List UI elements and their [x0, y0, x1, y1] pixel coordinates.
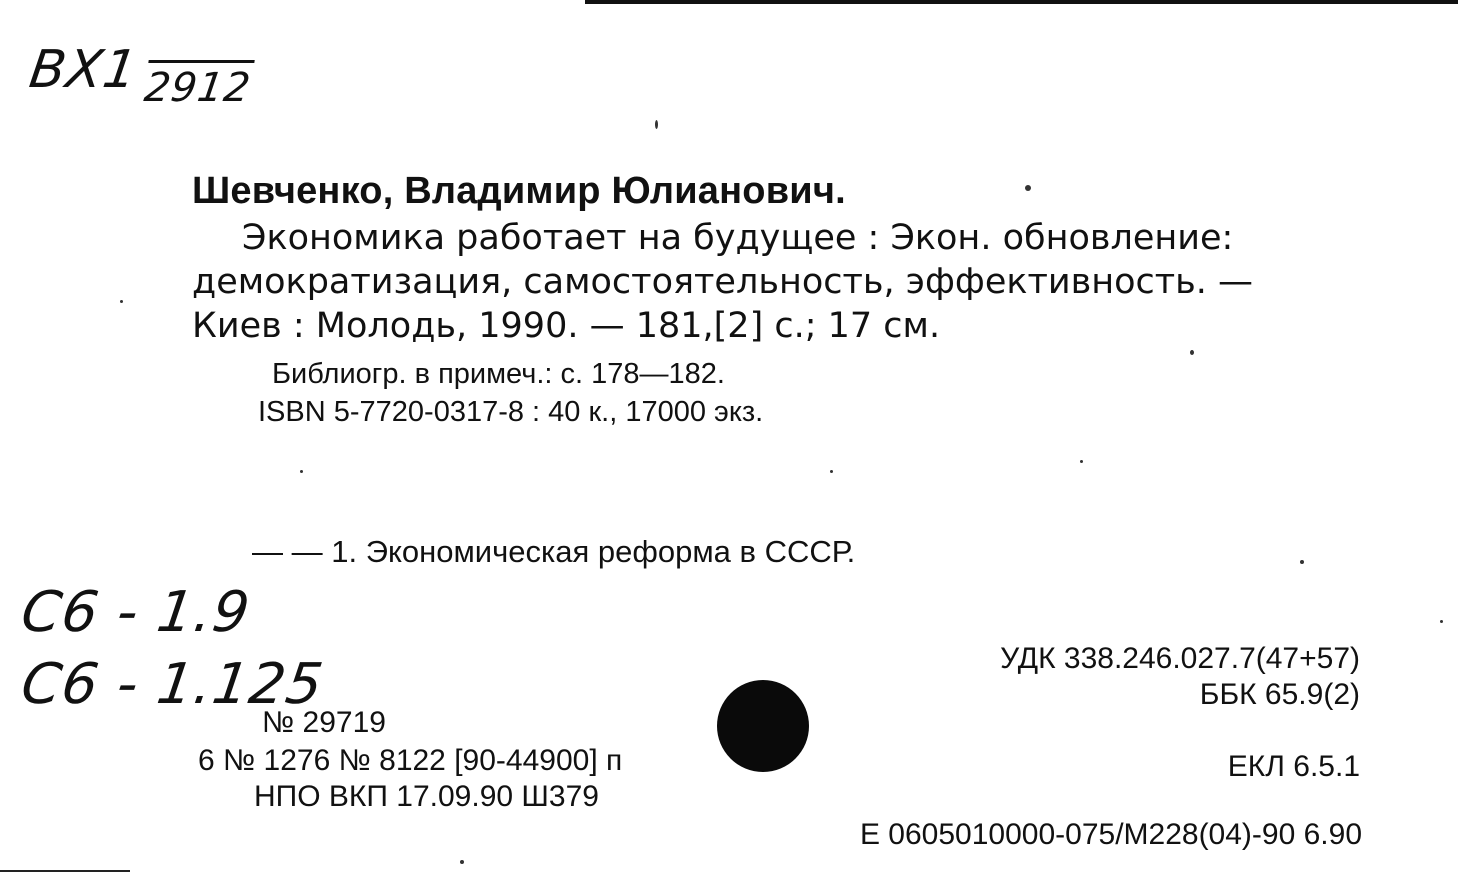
- scan-speck: [120, 300, 123, 303]
- scan-speck: [830, 470, 833, 473]
- title-line: Киев : Молодь, 1990. — 181,[2] с.; 17 см.: [192, 306, 941, 346]
- handwritten-inventory-prefix: BX1: [25, 40, 142, 100]
- udk-code: УДК 338.246.027.7(47+57): [1000, 642, 1360, 675]
- handwritten-class-mark: C6 - 1.125: [17, 652, 328, 717]
- title-line: демократизация, самостоятельность, эффективность. —: [192, 262, 1254, 302]
- punch-hole: [717, 680, 809, 772]
- scan-speck: [1080, 460, 1083, 463]
- scan-speck: [1440, 620, 1443, 623]
- print-order-line: 6 № 1276 № 8122 [90-44900] п: [198, 744, 623, 777]
- scan-speck: [1300, 560, 1304, 564]
- ekl-code: ЕКЛ 6.5.1: [1227, 750, 1360, 783]
- scan-speck: [1190, 350, 1194, 355]
- title-line: Экономика работает на будущее : Экон. обновление:: [242, 218, 1234, 258]
- publication-code: Е 0605010000-075/М228(04)-90 6.90: [859, 818, 1362, 851]
- printer-line: НПО ВКП 17.09.90 Ш379: [254, 780, 599, 813]
- scan-speck: [460, 860, 464, 864]
- bottom-border-line: [0, 870, 130, 872]
- scan-speck: [300, 470, 303, 473]
- scan-speck: [1025, 185, 1031, 191]
- title-description: [192, 216, 1362, 348]
- card-number: № 29719: [262, 706, 386, 739]
- bbk-code: ББК 65.9(2): [1199, 678, 1360, 711]
- handwritten-class-mark: C6 - 1.9: [17, 580, 255, 645]
- isbn-line: ISBN 5-7720-0317-8 : 40 к., 17000 экз.: [258, 396, 764, 428]
- subject-heading: — — 1. Экономическая реформа в СССР.: [252, 534, 856, 569]
- bibliography-note: Библиогр. в примеч.: с. 178—182.: [272, 358, 725, 390]
- handwritten-inventory-number: 2912: [141, 60, 254, 113]
- scan-speck: [655, 120, 658, 129]
- author-heading: Шевченко, Владимир Юлианович.: [192, 170, 846, 212]
- top-border-line: [585, 0, 1458, 4]
